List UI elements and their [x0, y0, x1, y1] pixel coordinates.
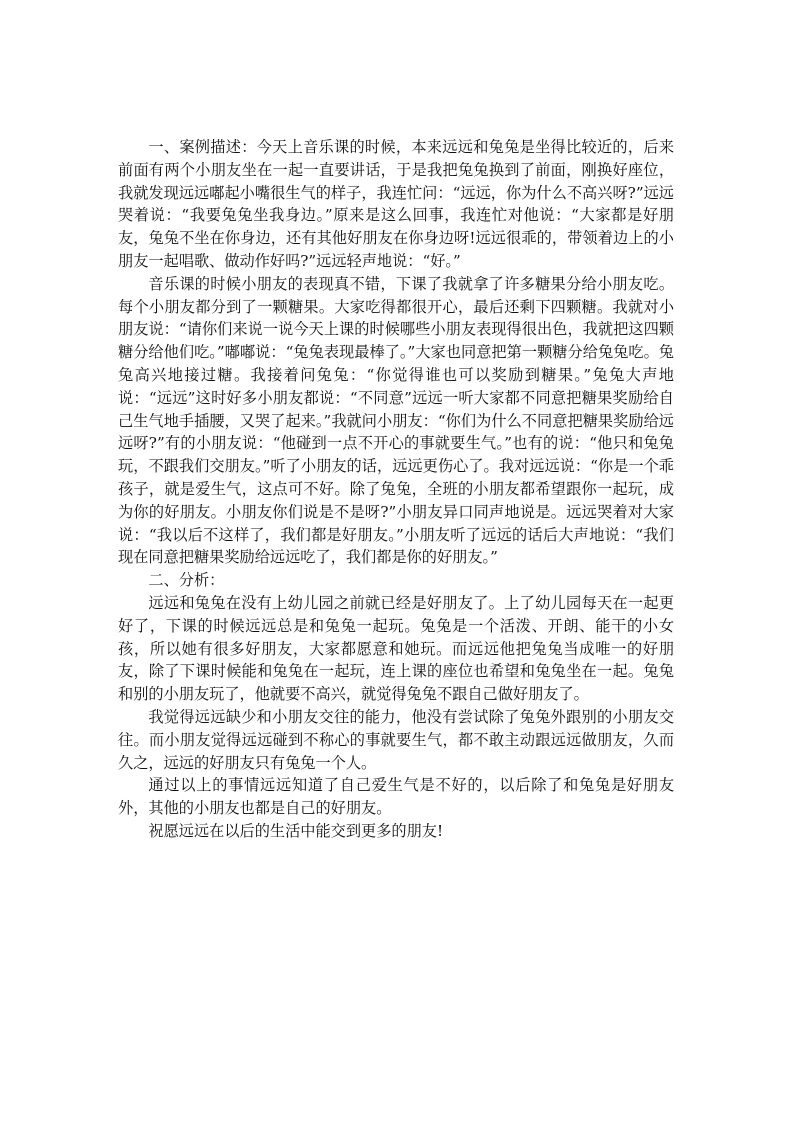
document-body: [118, 136, 674, 843]
analysis-paragraph-2: 我觉得远远缺少和小朋友交往的能力，他没有尝试除了兔兔外跟别的小朋友交往。而小朋友觉得远远碰到不称心的事就要生气，都不敢主动跟远远做朋友，久而久之，远远的好朋友只有兔兔一个人。: [118, 707, 674, 772]
music-class-paragraph: 音乐课的时候小朋友的表现真不错，下课了我就拿了许多糖果分给小朋友吃。每个小朋友都分到了一颗糖果。大家吃得都很开心，最后还剩下四颗糖。我就对小朋友说：“请你们来说一说今天上课的时候哪些小朋友表现得很出色，我就把这四颗糖分给他们吃。”嘟嘟说：“兔兔表现最棒了。”大家也同意把第一颗糖分给兔兔吃。兔兔高兴地接过糖。我接着问兔兔：“你觉得谁也可以奖励到糖果。”兔兔大声地说：“远远”这时好多小朋友都说：“不同意”远远一听大家都不同意把糖果奖励给自己生气地手插腰，又哭了起来。”我就问小朋友：“你们为什么不同意把糖果奖励给远远呀?”有的小朋友说：“他碰到一点不开心的事就要生气。”也有的说：“他只和兔兔玩，不跟我们交朋友。”听了小朋友的话，远远更伤心了。我对远远说：“你是一个乖孩子，就是爱生气，这点可不好。除了兔兔，全班的小朋友都希望跟你一起玩，成为你的好朋友。小朋友你们说是不是呀?”小朋友异口同声地说是。远远哭着对大家说：“我以后不这样了，我们都是好朋友。”小朋友听了远远的话后大声地说：“我们现在同意把糖果奖励给远远吃了，我们都是你的好朋友。”: [118, 274, 674, 567]
case-description-paragraph: 一、案例描述：今天上音乐课的时候，本来远远和兔兔是坐得比较近的，后来前面有两个小朋友坐在一起一直要讲话，于是我把兔兔换到了前面，刚换好座位，我就发现远远嘟起小嘴很生气的样子，我连忙问：“远远，你为什么不高兴呀?”远远哭着说：“我要兔兔坐我身边。”原来是这么回事，我连忙对他说：“大家都是好朋友，兔兔不坐在你身边，还有其他好朋友在你身边呀!远远很乖的，带领着边上的小朋友一起唱歌、做动作好吗?”远远轻声地说：“好。”: [118, 138, 674, 270]
closing-paragraph: 祝愿远远在以后的生活中能交到更多的朋友!: [148, 821, 444, 840]
analysis-paragraph-1: 远远和兔兔在没有上幼儿园之前就已经是好朋友了。上了幼儿园每天在一起更好了，下课的时候远远总是和兔兔一起玩。兔兔是一个活泼、开朗、能干的小女孩，所以她有很多好朋友，大家都愿意和她玩。而远远他把兔兔当成唯一的好朋友，除了下课时候能和兔兔在一起玩，连上课的座位也希望和兔兔坐在一起。兔兔和别的小朋友玩了，他就要不高兴，就觉得兔兔不跟自己做好朋友了。: [118, 593, 674, 704]
analysis-heading: 二、分析：: [148, 571, 225, 590]
analysis-paragraph-3: 通过以上的事情远远知道了自己爱生气是不好的，以后除了和兔兔是好朋友外，其他的小朋友也都是自己的好朋友。: [118, 776, 674, 818]
